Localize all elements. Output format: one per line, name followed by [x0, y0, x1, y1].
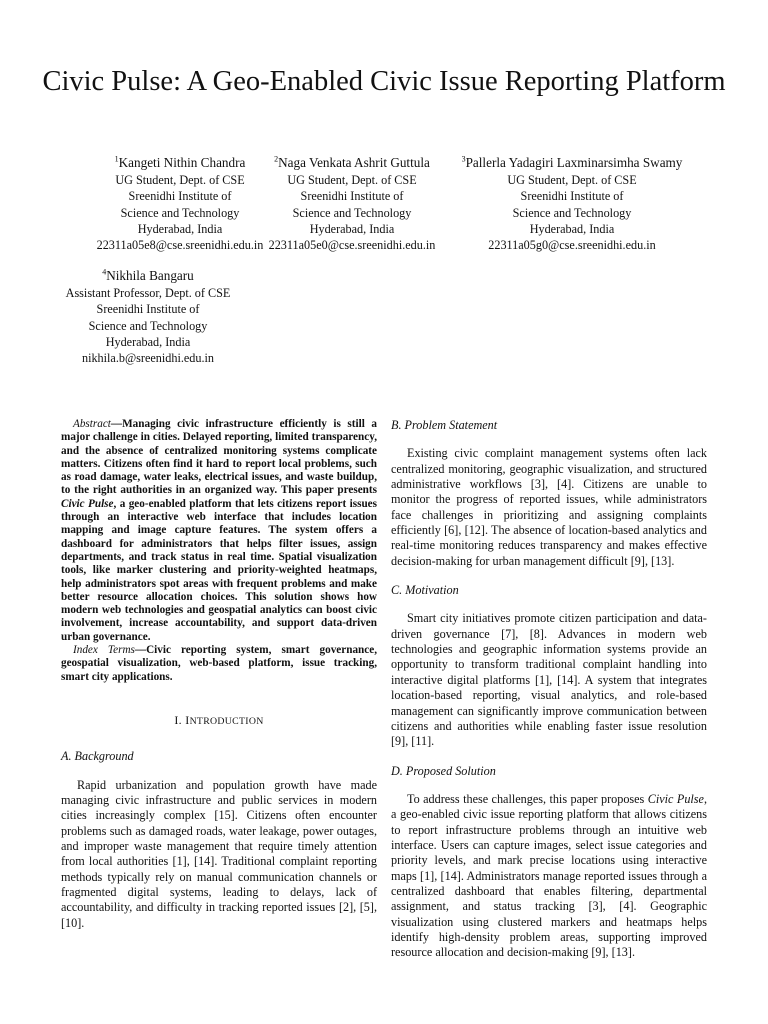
author-block: [448, 155, 696, 253]
author-block: [50, 268, 246, 366]
author-affiliation-line: Hyderabad, India: [309, 221, 395, 236]
author-affiliation-line: Assistant Professor, Dept. of CSE: [65, 286, 231, 301]
author-name: $^4$Nikhila Bangaru: [102, 267, 194, 283]
index-terms: Index Terms—Civic reporting system, smart governance, geospatial visualization, web-based platform, issue tracking, smart city applications.: [61, 644, 377, 683]
paragraph: Rapid urbanization and population growth have made managing civic infrastructure and public services in modern cities increasingly complex [15]. Citizens often encounter problems such as damaged roads, water leakage, power outages, and improper waste management that require timely attention from local authorities [1], [14]. Traditional complaint reporting methods typically rely on manual communication channels or fragmented digital systems, leading to delays, lack of accountability, and difficulty in tracking reported issues [2], [5], [10].: [61, 777, 377, 930]
author-email: 22311a05g0@cse.sreenidhi.edu.in: [488, 238, 656, 253]
author-affiliation-line: Science and Technology: [512, 205, 632, 220]
author-block: [248, 155, 456, 253]
subsection-heading: C. Motivation: [391, 583, 459, 598]
author-affiliation-line: Sreenidhi Institute of: [300, 189, 404, 204]
author-affiliation-line: Hyderabad, India: [529, 221, 615, 236]
author-affiliation-line: UG Student, Dept. of CSE: [507, 173, 637, 188]
author-email: 22311a05e8@cse.sreenidhi.edu.in: [96, 238, 264, 253]
subsection-heading: A. Background: [61, 749, 134, 764]
author-affiliation-line: Hyderabad, India: [105, 334, 191, 349]
abstract: Abstract—Managing civic infrastructure efficiently is still a major challenge in cities. Delayed reporting, limited transparency, and the absence of centralized monitoring systems complicate matters. Citizens often find it hard to report local problems, such as road damage, water leaks, electrical issues, and waste buildup, to the right authorities in an organized way. This paper presents Civic Pulse, a geo-enabled platform that lets citizens report issues through an interactive web interface that includes location mapping and image capture features. The system offers a dashboard for administrators that helps filter issues, assign departments, and track status in real time. Spatial visualization tools, like marker clustering and priority-weighted heatmaps, help administrators spot areas with frequent problems and make better resource allocation choices. This solution shows how modern web technologies and geospatial analytics can boost civic involvement, increase accountability, and support data-driven urban governance.: [61, 418, 377, 643]
section-heading: I. INTRODUCTION: [174, 712, 264, 727]
author-affiliation-line: UG Student, Dept. of CSE: [115, 173, 245, 188]
author-name: $^3$Pallerla Yadagiri Laxminarsimha Swamy: [461, 154, 683, 170]
author-email: 22311a05e0@cse.sreenidhi.edu.in: [268, 238, 436, 253]
author-affiliation-line: UG Student, Dept. of CSE: [287, 173, 417, 188]
author-affiliation-line: Sreenidhi Institute of: [520, 189, 624, 204]
right-column: [391, 418, 707, 961]
subsection-heading: D. Proposed Solution: [391, 763, 496, 778]
author-affiliation-line: Hyderabad, India: [137, 221, 223, 236]
author-affiliation-line: Science and Technology: [292, 205, 412, 220]
author-name: $^1$Kangeti Nithin Chandra: [114, 154, 246, 170]
paragraph: Existing civic complaint management systems often lack centralized monitoring, geographic visualization, and structured administrative workflows [3], [4]. Citizens are unable to monitor the progress of reported issues, while administrators face challenges in prioritizing and assigning complaints efficiently [6], [12]. The absence of location-based analytics and real-time monitoring reduces transparency and makes effective decision-making for urban management difficult [9], [13].: [391, 446, 707, 568]
left-column: [61, 418, 377, 931]
author-email: nikhila.b@sreenidhi.edu.in: [81, 351, 215, 366]
author-affiliation-line: Sreenidhi Institute of: [96, 302, 200, 317]
author-name: $^2$Naga Venkata Ashrit Guttula: [274, 154, 430, 170]
paragraph: To address these challenges, this paper proposes Civic Pulse, a geo-enabled civic issue reporting platform that allows citizens to report infrastructure problems through an intuitive web interface. Users can capture images, select issue categories and priority levels, and mark precise locations using interactive maps [1], [14]. Administrators manage reported issues through a centralized dashboard that enables filtering, departmental assignment, and status tracking [3], [4]. Geographic visualization using clustered markers and heatmaps helps identify high-density problem areas, supporting improved resource allocation and decision-making [9], [13].: [391, 791, 708, 960]
paper-title: Civic Pulse: A Geo-Enabled Civic Issue Reporting Platform: [42, 66, 726, 97]
paragraph: Smart city initiatives promote citizen participation and data-driven governance [7], [8]. Advances in modern web technologies and geographic information systems provide an opportunity to transform traditional complaint handling into interactive digital platforms [1], [14]. A system that integrates location-based reporting, visual analytics, and role-based management can significantly improve communication between citizens and authorities while enabling faster issue resolution [9], [11].: [391, 611, 707, 749]
subsection-heading: B. Problem Statement: [391, 418, 498, 432]
author-affiliation-line: Sreenidhi Institute of: [128, 189, 232, 204]
author-affiliation-line: Science and Technology: [88, 318, 208, 333]
author-affiliation-line: Science and Technology: [120, 205, 240, 220]
